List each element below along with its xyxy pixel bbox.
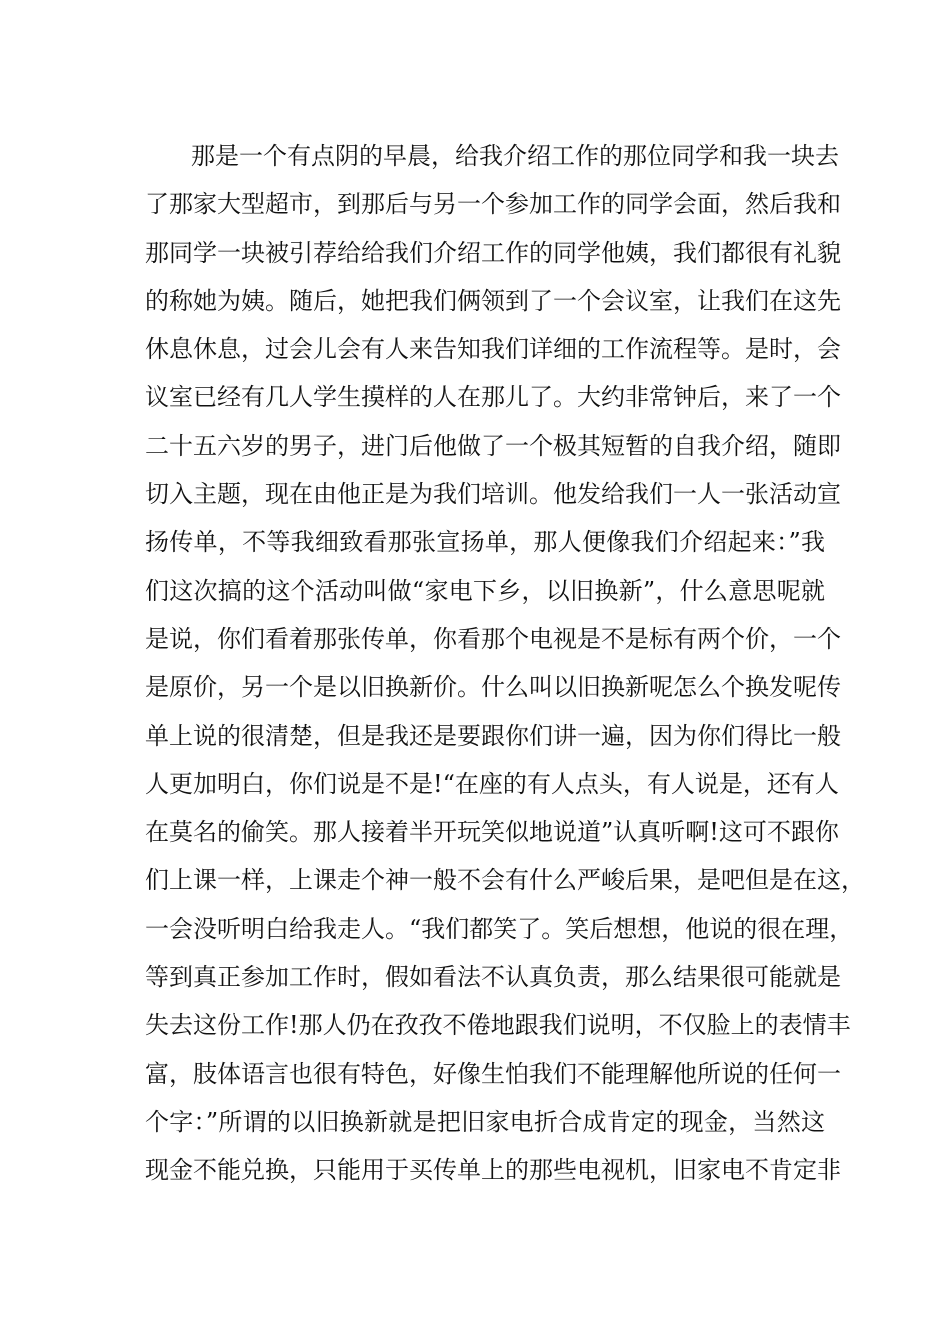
text-line: 切入主题，现在由他正是为我们培训。他发给我们一人一张活动宣 bbox=[145, 480, 841, 509]
text-line: 失去这份工作!那人仍在孜孜不倦地跟我们说明，不仅脸上的表情丰 bbox=[145, 1011, 851, 1040]
text-line: 是原价，另一个是以旧换新价。什么叫以旧换新呢怎么个换发呢传 bbox=[145, 673, 841, 702]
text-line: 人更加明白，你们说是不是!“在座的有人点头，有人说是，还有人 bbox=[145, 769, 839, 798]
text-line: 在莫名的偷笑。那人接着半开玩笑似地说道”认真听啊!这可不跟你 bbox=[145, 818, 839, 847]
text-line: 休息休息，过会儿会有人来告知我们详细的工作流程等。是时，会 bbox=[145, 335, 841, 364]
text-line: 现金不能兑换，只能用于买传单上的那些电视机，旧家电不肯定非 bbox=[145, 1156, 841, 1185]
text-line: 等到真正参加工作时，假如看法不认真负责，那么结果很可能就是 bbox=[145, 963, 841, 992]
text-line: 单上说的很清楚，但是我还是要跟你们讲一遍，因为你们得比一般 bbox=[145, 721, 841, 750]
text-line: 的称她为姨。随后，她把我们俩领到了一个会议室，让我们在这先 bbox=[145, 286, 841, 315]
text-line: 那是一个有点阴的早晨，给我介绍工作的那位同学和我一块去 bbox=[191, 142, 839, 170]
text-line: 们这次搞的这个活动叫做“家电下乡，以旧换新”，什么意思呢就 bbox=[145, 576, 825, 605]
body-paragraph bbox=[145, 132, 865, 1195]
text-line: 个字：”所谓的以旧换新就是把旧家电折合成肯定的现金，当然这 bbox=[145, 1107, 825, 1136]
text-line: 那同学一块被引荐给给我们介绍工作的同学他姨，我们都很有礼貌 bbox=[145, 238, 841, 267]
text-line: 富，肢体语言也很有特色，好像生怕我们不能理解他所说的任何一 bbox=[145, 1059, 841, 1088]
text-line: 们上课一样，上课走个神一般不会有什么严峻后果，是吧但是在这， bbox=[145, 866, 865, 895]
text-line: 议室已经有几人学生摸样的人在那儿了。大约非常钟后，来了一个 bbox=[145, 383, 841, 412]
text-line: 了那家大型超市，到那后与另一个参加工作的同学会面，然后我和 bbox=[145, 190, 841, 219]
text-line: 扬传单，不等我细致看那张宣扬单，那人便像我们介绍起来：”我 bbox=[145, 528, 825, 557]
text-line: 二十五六岁的男子，进门后他做了一个极其短暂的自我介绍，随即 bbox=[145, 431, 841, 460]
text-line: 一会没听明白给我走人。“我们都笑了。笑后想想，他说的很在理， bbox=[145, 914, 854, 943]
text-line: 是说，你们看着那张传单，你看那个电视是不是标有两个价，一个 bbox=[145, 624, 841, 653]
